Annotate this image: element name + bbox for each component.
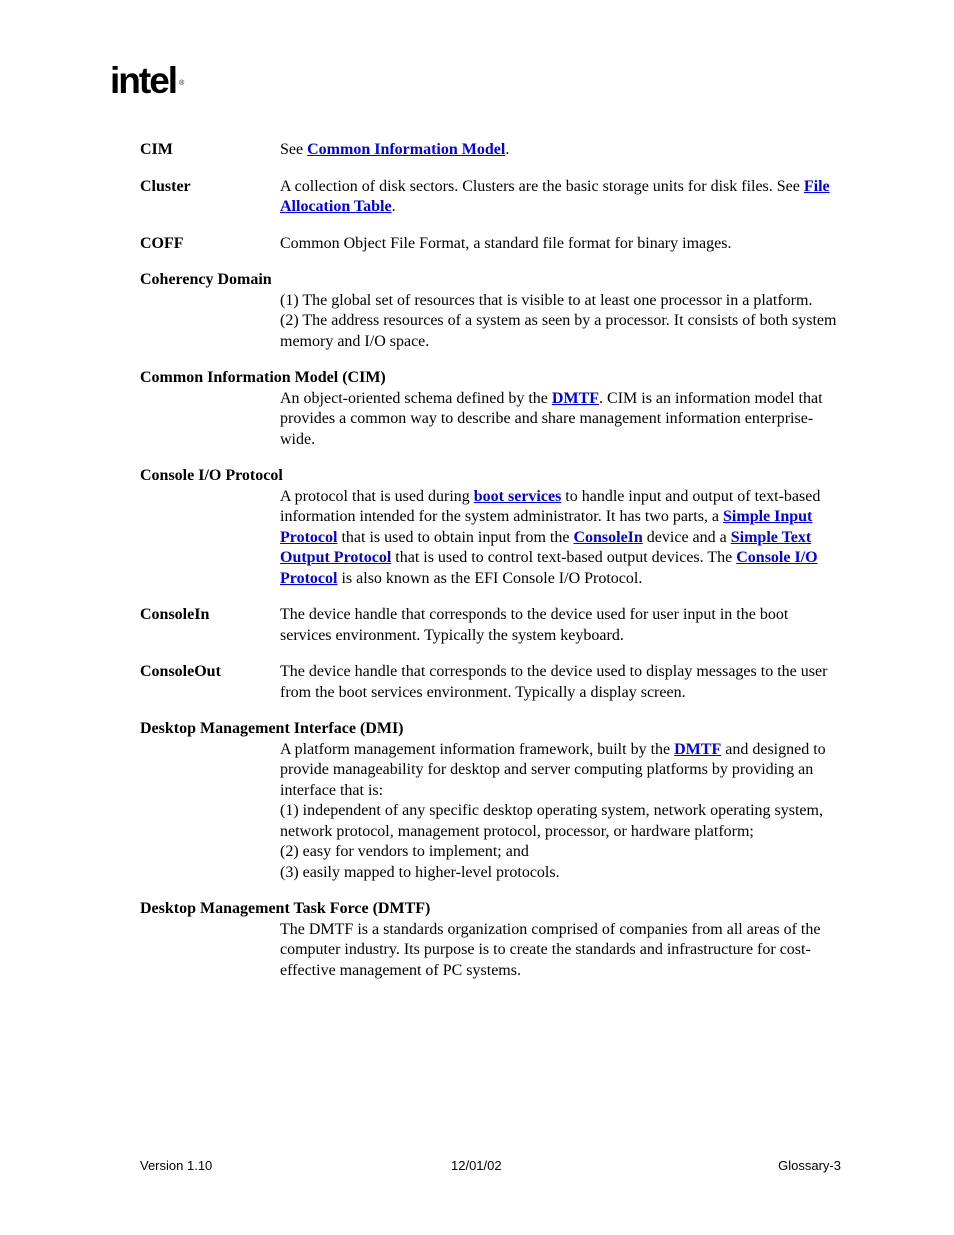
definition-text: (1) The global set of resources that is visible to at least one processor in a platform.	[280, 291, 813, 309]
cross-reference-link[interactable]: ConsoleIn	[573, 528, 643, 546]
registered-mark: ®	[179, 80, 185, 87]
logo-wordmark: intel	[110, 60, 177, 101]
definition-text: to handle input and output of text-based information intended for the system administrator. It has two parts, a	[280, 487, 821, 525]
glossary-entry	[140, 177, 840, 218]
definition-text: . CIM is an information model that provides a common way to describe and share management information enterprise-wide.	[280, 389, 823, 448]
definition-text: A platform management information framework, built by the	[280, 740, 675, 758]
definition-text: .	[391, 198, 396, 215]
definition-text: .	[505, 141, 510, 158]
glossary-term: Console I/O Protocol	[140, 467, 283, 484]
glossary-entry	[140, 466, 840, 589]
glossary-definition	[280, 605, 840, 646]
page-footer	[140, 1158, 841, 1176]
glossary-list	[140, 140, 840, 997]
glossary-definition	[280, 177, 840, 218]
glossary-term: ConsoleIn	[140, 606, 210, 623]
footer-version: Version 1.10	[140, 1158, 213, 1173]
definition-text: See	[280, 141, 308, 158]
cross-reference-link[interactable]: Simple Text Output Protocol	[280, 528, 812, 566]
glossary-term: Desktop Management Interface (DMI)	[140, 720, 404, 737]
glossary-term: CIM	[140, 141, 173, 158]
cross-reference-link[interactable]: Common Information Model	[307, 141, 506, 158]
definition-text: that is used to obtain input from the	[337, 528, 574, 546]
cross-reference-link[interactable]: Console I/O Protocol	[280, 549, 818, 587]
definition-text: that is used to control text-based output devices. The	[391, 549, 737, 566]
footer-date: 12/01/02	[451, 1158, 502, 1173]
definition-text: Common Object File Format, a standard file format for binary images.	[280, 234, 732, 252]
definition-text: and designed to provide manageability for desktop and server computing platforms by providing an interface that is:	[280, 740, 826, 799]
glossary-definition	[280, 234, 840, 255]
definition-text: (2) The address resources of a system as seen by a processor. It consists of both system memory and I/O space.	[280, 312, 837, 350]
glossary-term: Desktop Management Task Force (DMTF)	[140, 900, 431, 917]
definition-text: device and a	[642, 528, 731, 546]
glossary-definition	[280, 389, 840, 451]
cross-reference-link[interactable]: Simple Input Protocol	[280, 508, 813, 546]
definition-text: (1) independent of any specific desktop operating system, network operating system, network protocol, management protocol, processor, or hardware platform;	[280, 802, 823, 840]
glossary-entry	[140, 662, 840, 703]
definition-text: The device handle that corresponds to the device used for user input in the boot services environment. Typically the system keyboard.	[280, 606, 789, 644]
glossary-definition	[280, 740, 840, 884]
glossary-entry	[140, 719, 840, 883]
glossary-term: ConsoleOut	[140, 663, 221, 680]
glossary-entry	[140, 368, 840, 450]
definition-text: A collection of disk sectors. Clusters are the basic storage units for disk files. See	[280, 177, 804, 195]
glossary-entry	[140, 605, 840, 646]
glossary-definition	[280, 487, 840, 590]
definition-text: (3) easily mapped to higher-level protocols.	[280, 863, 560, 881]
definition-text: The DMTF is a standards organization comprised of companies from all areas of the computer industry. Its purpose is to create the standards and infrastructure for cost-effective management of PC systems.	[280, 920, 821, 979]
definition-text: (2) easy for vendors to implement; and	[280, 843, 529, 860]
cross-reference-link[interactable]: File Allocation Table	[280, 177, 830, 215]
glossary-entry	[140, 140, 840, 161]
glossary-entry	[140, 899, 840, 981]
glossary-definition	[280, 140, 840, 161]
definition-text: An object-oriented schema defined by the	[280, 389, 552, 407]
glossary-definition	[280, 662, 840, 703]
definition-text: The device handle that corresponds to the device used to display messages to the user from the boot services environment. Typically a display screen.	[280, 663, 828, 701]
cross-reference-link[interactable]: DMTF	[551, 389, 600, 407]
glossary-entry	[140, 234, 840, 255]
glossary-term: Coherency Domain	[140, 271, 272, 288]
definition-text: is also known as the EFI Console I/O Protocol.	[337, 569, 643, 587]
cross-reference-link[interactable]: DMTF	[674, 740, 722, 758]
glossary-entry	[140, 270, 840, 352]
footer-page-number: Glossary-3	[778, 1158, 841, 1173]
glossary-definition	[280, 920, 840, 982]
glossary-definition	[280, 291, 840, 353]
glossary-term: Common Information Model (CIM)	[140, 369, 386, 386]
glossary-term: Cluster	[140, 177, 191, 195]
cross-reference-link[interactable]: boot services	[473, 487, 562, 505]
intel-logo	[110, 60, 185, 102]
definition-text: A protocol that is used during	[280, 487, 474, 505]
glossary-term: COFF	[140, 234, 184, 252]
